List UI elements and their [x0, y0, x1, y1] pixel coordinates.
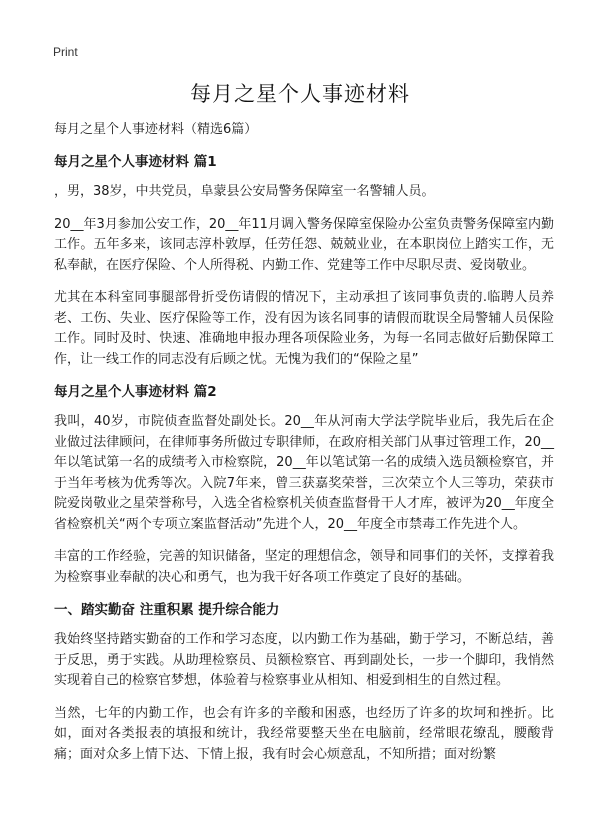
document-body [54, 120, 554, 777]
document-subtitle: 每月之星个人事迹材料（精选6篇） [54, 122, 258, 137]
paragraph: ，男，38岁，中共党员，阜蒙县公安局警务保障室一名警辅人员。 [54, 184, 435, 199]
paragraph: 20__年3月参加公安工作，20__年11月调入警务保障室保险办公室负责警务保障室内勤工作。五年多来，该同志淳朴敦厚，任劳任怨、兢兢业业，在本职岗位上踏实工作，无私奉献，在医疗保险、个人所得税、内勤工作、党建等工作中尽职尽责、爱岗敬业。 [54, 216, 554, 273]
section-heading: 一、踏实勤奋 注重积累 提升综合能力 [54, 602, 280, 618]
paragraph: 丰富的工作经验，完善的知识储备，坚定的理想信念，领导和同事们的关怀，支撑着我为检察事业奉献的决心和勇气，也为我干好各项工作奠定了良好的基础。 [54, 549, 554, 585]
print-link[interactable]: Print [53, 45, 78, 59]
paragraph: 我始终坚持踏实勤奋的工作和学习态度，以内勤工作为基础，勤于学习，不断总结，善于反思，勇于实践。从助理检察员、员额检察官、再到副处长，一步一个脚印，我悄然实现着自己的检察官梦想，体验着与检察事业从相知、相爱到相生的自然过程。 [54, 632, 554, 688]
paragraph: 尤其在本科室同事腿部骨折受伤请假的情况下，主动承担了该同事负责的.临聘人员养老、工伤、失业、医疗保险等工作，没有因为该名同事的请假而耽误全局警辅人员保险工作。同时及时、快速、准确地申报办理各项保险业务，为每一名同志做好后勤保障工作，让一线工作的同志没有后顾之忧。无愧为我们的“保险之星” [54, 290, 554, 367]
paragraph: 当然，七年的内勤工作，也会有许多的辛酸和困惑，也经历了许多的坎坷和挫折。比如，面对各类报表的填报和统计，我经常要整天坐在电脑前，经常眼花缭乱，腰酸背痛；面对众多上情下达、下情上报，我有时会心烦意乱，不知所措；面对纷繁 [54, 705, 554, 762]
section-heading: 每月之星个人事迹材料 篇2 [54, 384, 217, 400]
section-2 [54, 382, 554, 588]
section-3 [54, 600, 554, 765]
document-title: 每月之星个人事迹材料 [190, 82, 410, 106]
section-1 [54, 152, 554, 370]
section-heading: 每月之星个人事迹材料 篇1 [54, 154, 217, 170]
paragraph: 我叫，40岁，市院侦查监督处副处长。20__年从河南大学法学院毕业后，我先后在企业做过法律顾问，在律师事务所做过专职律师，在政府相关部门从事过管理工作，20__年以笔试第一名的成绩考入市检察院，20__年以笔试第一名的成绩入选员额检察官，并于当年考核为优秀等次。入院7年来，曾三获嘉奖荣誉，三次荣立个人三等功，荣获市院爱岗敬业之星荣誉称号，入选全省检察机关侦查监督骨干人才库，被评为20__年度全省检察机关“两个专项立案监督活动”先进个人，20__年度全市禁毒工作先进个人。 [54, 414, 554, 532]
